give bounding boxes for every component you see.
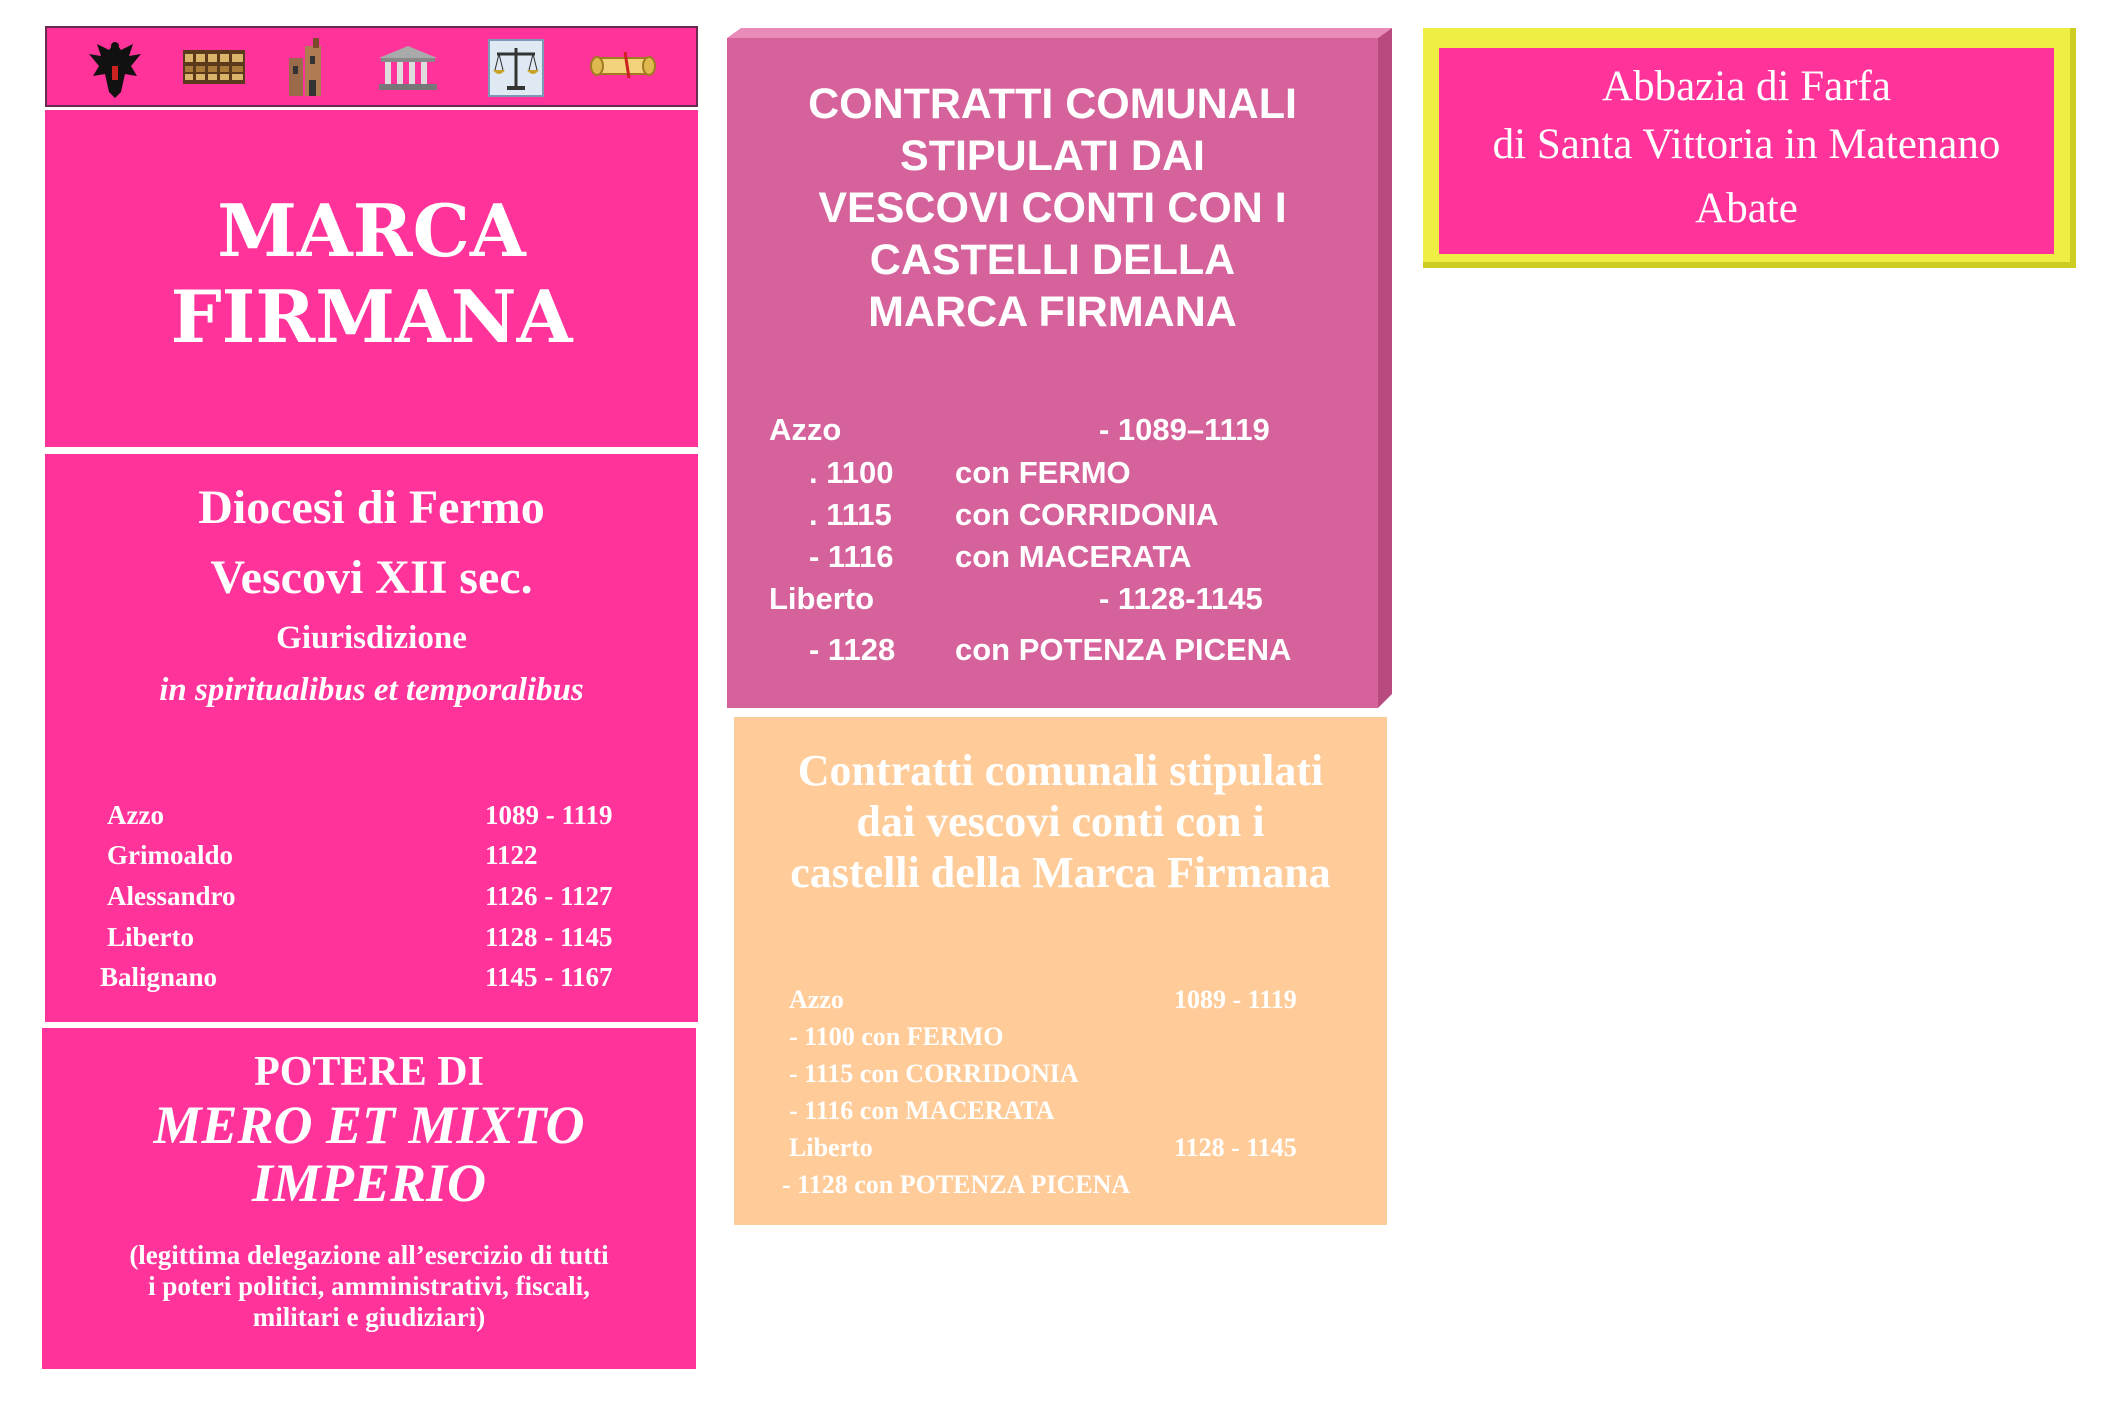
contratti-row-text: con MACERATA	[955, 539, 1192, 574]
contratti-row-year: . 1100	[809, 455, 894, 490]
contratti-title-line: CONTRATTI COMUNALI	[808, 80, 1297, 128]
bishop-name: Balignano	[100, 962, 218, 992]
peach-title-line: castelli della Marca Firmana	[790, 848, 1331, 897]
abbazia-line-3: Abate	[1695, 185, 1798, 232]
castle-icon	[283, 36, 331, 100]
contratti-title-line: STIPULATI DAI	[900, 132, 1205, 180]
potere-line-3: IMPERIO	[251, 1153, 487, 1213]
bishop-name: Grimoaldo	[107, 840, 233, 870]
bishop-name: Liberto	[107, 922, 194, 952]
contratti-box-side-face	[1378, 28, 1392, 708]
peach-row: - 1116 con MACERATA	[789, 1096, 1055, 1125]
contratti-azzo-name: Azzo	[769, 412, 842, 447]
contratti-row-year: . 1115	[809, 497, 892, 532]
peach-title-line: dai vescovi conti con i	[856, 797, 1265, 846]
abbazia-line-2: di Santa Vittoria in Matenano	[1492, 121, 2001, 168]
marca-firmana-box	[45, 110, 698, 447]
contratti-box-top-face	[727, 28, 1392, 38]
potere-line-2: MERO ET MIXTO	[153, 1095, 585, 1155]
bishop-years: 1089 - 1119	[485, 800, 613, 830]
potere-note-1: (legittima delegazione all’esercizio di tutti	[129, 1240, 609, 1270]
contratti-row-text: con FERMO	[955, 455, 1131, 490]
potere-box	[42, 1028, 696, 1369]
diocesi-title: Diocesi di Fermo	[198, 481, 545, 534]
peach-liberto-years: 1128 - 1145	[1174, 1133, 1297, 1162]
contratti-title-line: CASTELLI DELLA	[869, 236, 1236, 284]
peach-title	[734, 745, 1387, 898]
contratti-liberto-years: - 1128-1145	[1099, 581, 1263, 616]
bishop-name: Azzo	[107, 800, 164, 830]
giurisdizione-italic: in spiritualibus et temporalibus	[159, 672, 584, 708]
contratti-row-year: - 1116	[809, 539, 894, 574]
contratti-row-text: con CORRIDONIA	[955, 497, 1219, 532]
diocesi-subtitle: Vescovi XII sec.	[210, 551, 533, 604]
eagle-icon	[85, 36, 145, 102]
contratti-row-year: - 1128	[809, 632, 896, 667]
diocesi-box	[45, 454, 698, 1022]
icon-bar	[45, 26, 698, 107]
contratti-box	[727, 38, 1378, 708]
contratti-peach-box	[734, 717, 1387, 1225]
marca-title	[45, 188, 698, 360]
peach-azzo-name: Azzo	[789, 985, 844, 1014]
contratti-title	[727, 78, 1378, 338]
bishop-years: 1126 - 1127	[485, 881, 613, 911]
marca-line-1: MARCA	[217, 188, 526, 273]
potere-note-2: i poteri politici, amministrativi, fiscali,	[148, 1271, 590, 1301]
contratti-liberto-name: Liberto	[769, 581, 875, 616]
contratti-title-line: MARCA FIRMANA	[868, 288, 1237, 336]
bishop-name: Alessandro	[107, 881, 236, 911]
peach-liberto-name: Liberto	[789, 1133, 873, 1162]
peach-azzo-years: 1089 - 1119	[1174, 985, 1297, 1014]
peach-title-line: Contratti comunali stipulati	[797, 746, 1324, 795]
abbazia-line-1: Abbazia di Farfa	[1602, 63, 1891, 110]
temple-icon	[377, 44, 439, 92]
marca-line-2: FIRMANA	[170, 274, 573, 359]
contratti-azzo-years: - 1089–1119	[1099, 412, 1270, 447]
contratti-title-line: VESCOVI CONTI CON I	[818, 184, 1287, 232]
giurisdizione-label: Giurisdizione	[276, 620, 467, 656]
scroll-icon	[589, 48, 657, 82]
potere-note-3: militari e giudiziari)	[252, 1302, 486, 1332]
abbazia-box	[1439, 48, 2054, 254]
peach-row: - 1115 con CORRIDONIA	[789, 1059, 1079, 1088]
bishop-years: 1122	[485, 840, 538, 870]
peach-row: - 1128 con POTENZA PICENA	[782, 1170, 1131, 1199]
potere-line-1: POTERE DI	[254, 1049, 484, 1095]
contratti-row-text: con POTENZA PICENA	[955, 632, 1292, 667]
bishop-years: 1128 - 1145	[485, 922, 613, 952]
bishop-years: 1145 - 1167	[485, 962, 613, 992]
peach-row: - 1100 con FERMO	[789, 1022, 1004, 1051]
wall-icon	[181, 46, 247, 88]
scales-icon	[487, 38, 545, 98]
